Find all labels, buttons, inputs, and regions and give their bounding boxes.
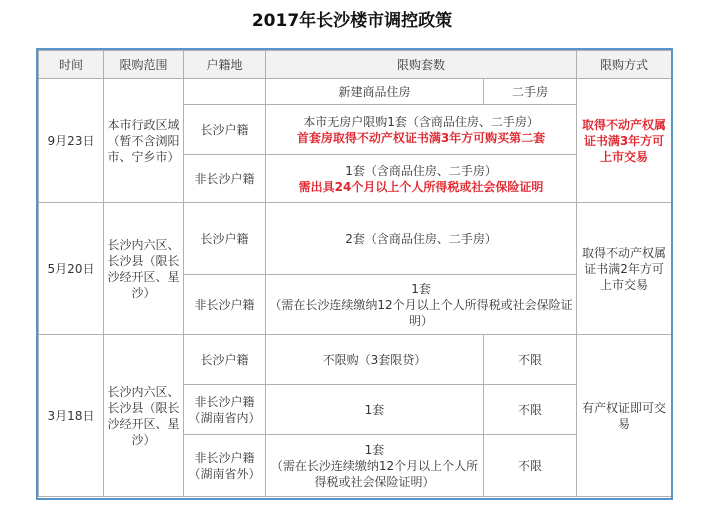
scope-cell: 长沙内六区、长沙县（限长沙经开区、星沙） — [104, 203, 184, 335]
hukou-cell: 长沙户籍 — [184, 335, 266, 385]
time-cell: 5月20日 — [39, 203, 104, 335]
sets-cell — [266, 435, 484, 497]
header-scope: 限购范围 — [104, 51, 184, 79]
sets-cell: 2套（含商品住房、二手房） — [266, 203, 577, 275]
sets-note-red: 需出具24个月以上个人所得税或社会保险证明 — [298, 179, 544, 194]
scope-cell: 本市行政区域（暂不含浏阳市、宁乡市） — [104, 79, 184, 203]
hukou-cell: 非长沙户籍（湖南省内） — [184, 385, 266, 435]
second-hand-cell: 不限 — [484, 435, 577, 497]
hukou-cell: 非长沙户籍（湖南省外） — [184, 435, 266, 497]
header-sets: 限购套数 — [266, 51, 577, 79]
sets-cell: 1套 — [266, 385, 484, 435]
sets-note-red: 首套房取得不动产权证书满3年方可购买第二套 — [296, 130, 546, 145]
table-row — [39, 335, 672, 385]
sets-line: 1套 — [364, 442, 385, 457]
sets-note: （需在长沙连续缴纳12个月以上个人所得税或社会保险证明） — [269, 297, 573, 328]
sets-line: 1套 — [411, 281, 431, 296]
sets-cell: 不限购（3套限贷） — [266, 335, 484, 385]
time-cell: 3月18日 — [39, 335, 104, 497]
table-row — [39, 203, 672, 275]
sets-note: （需在长沙连续缴纳12个月以上个人所得税或社会保险证明） — [270, 458, 479, 489]
sets-cell — [266, 275, 577, 335]
second-hand-cell: 不限 — [484, 335, 577, 385]
policy-table — [38, 50, 672, 497]
time-cell: 9月23日 — [39, 79, 104, 203]
empty-cell — [184, 79, 266, 105]
header-method: 限购方式 — [577, 51, 672, 79]
hukou-cell: 非长沙户籍 — [184, 275, 266, 335]
table-header-row — [39, 51, 672, 79]
header-hukou: 户籍地 — [184, 51, 266, 79]
table-row — [39, 79, 672, 105]
second-hand-cell: 不限 — [484, 385, 577, 435]
method-cell: 取得不动产权属证书满2年方可上市交易 — [577, 203, 672, 335]
method-cell: 有产权证即可交易 — [577, 335, 672, 497]
sub-header-new: 新建商品住房 — [266, 79, 484, 105]
sets-line: 本市无房户限购1套（含商品住房、二手房） — [303, 114, 539, 129]
sets-cell — [266, 105, 577, 155]
scope-cell: 长沙内六区、长沙县（限长沙经开区、星沙） — [104, 335, 184, 497]
hukou-cell: 非长沙户籍 — [184, 155, 266, 203]
page-title: 2017年长沙楼市调控政策 — [251, 11, 453, 31]
sets-cell — [266, 155, 577, 203]
sets-line: 1套（含商品住房、二手房） — [345, 163, 497, 178]
header-time: 时间 — [39, 51, 104, 79]
hukou-cell: 长沙户籍 — [184, 203, 266, 275]
method-cell: 取得不动产权属证书满3年方可上市交易 — [577, 79, 672, 203]
sub-header-second: 二手房 — [484, 79, 577, 105]
hukou-cell: 长沙户籍 — [184, 105, 266, 155]
